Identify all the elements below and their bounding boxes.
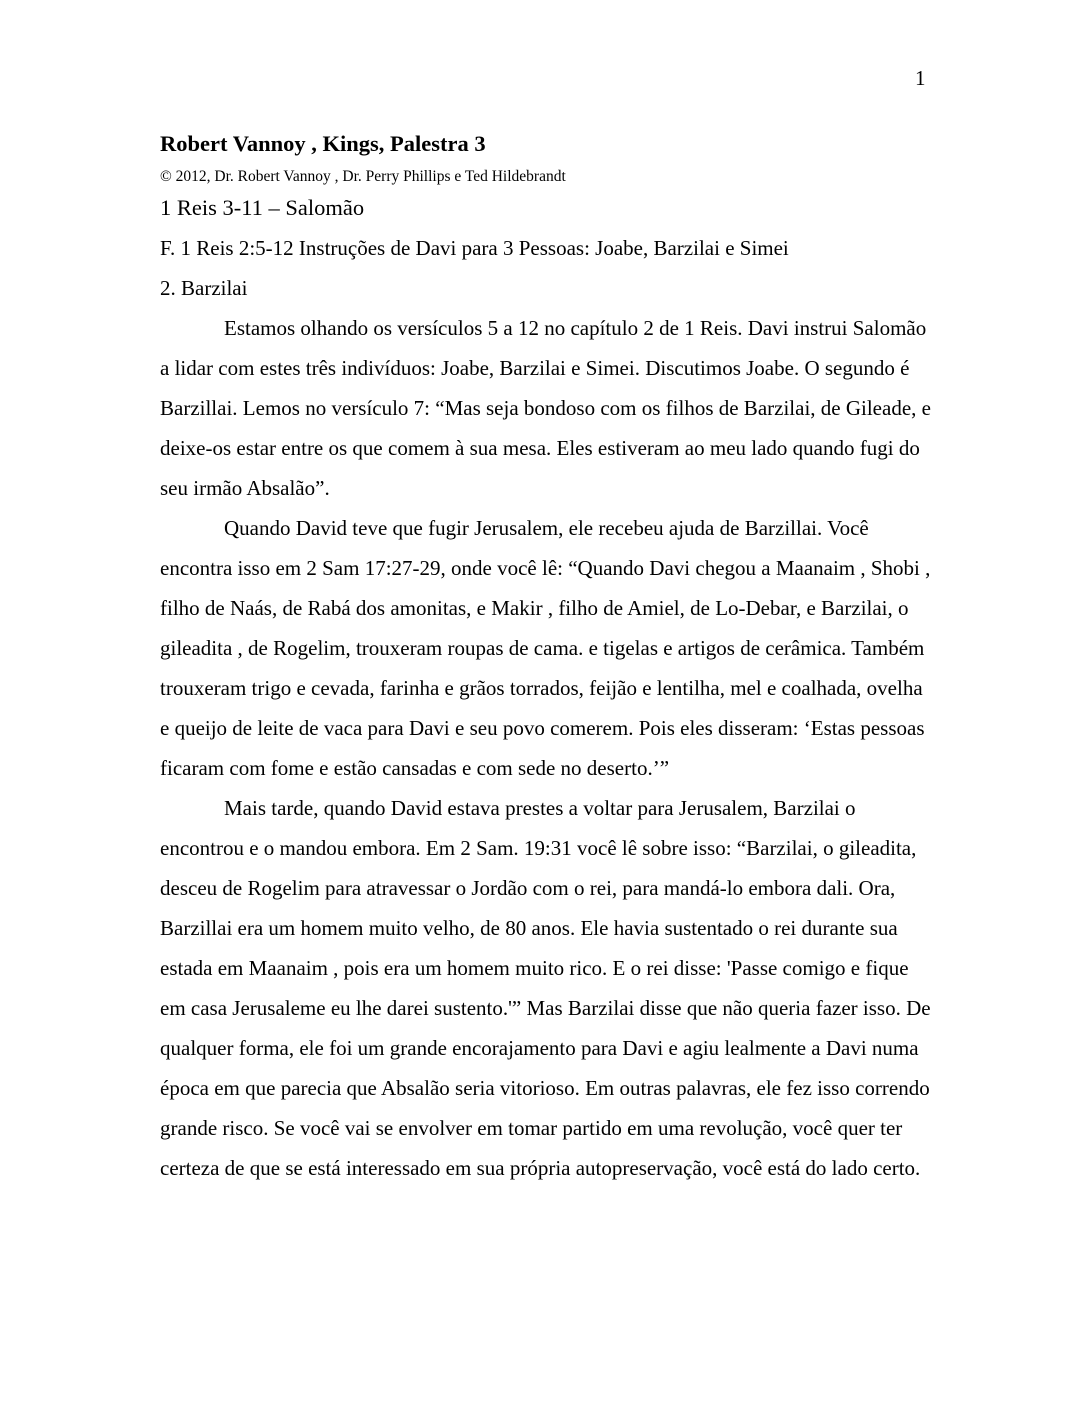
copyright-line: © 2012, Dr. Robert Vannoy , Dr. Perry Phillips e Ted Hildebrandt [160,168,566,185]
section-heading: 1 Reis 3-11 – Salomão [160,195,365,220]
paragraph: Quando David teve que fugir Jerusalem, ele recebeu ajuda de Barzillai. Você encontra isso em 2 Sam 17:27-29, onde você lê: “Quando Davi chegou a Maanaim , Shobi , filho de Naás, de Rabá dos amonitas, e Makir , filho de Amiel, de Lo-Debar, e Barzilai, o gileadita , de Rogelim, trouxeram roupas de cama. e tigelas e artigos de cerâmica. Também trouxeram trigo e cevada, farinha e grãos torrados, feijão e lentilha, mel e coalhada, ovelha e queijo de leite de vaca para Davi e seu povo comerem. Pois eles disseram: ‘Estas pessoas ficaram com fome e estão cansadas e com sede no deserto.’” [160,516,931,780]
page-number: 1 [915,66,926,90]
subsubheading: 2. Barzilai [160,276,248,300]
subheading: F. 1 Reis 2:5-12 Instruções de Davi para 3 Pessoas: Joabe, Barzilai e Simei [160,236,789,260]
paragraph: Mais tarde, quando David estava prestes a voltar para Jerusalem, Barzilai o encontrou e o mandou embora. Em 2 Sam. 19:31 você lê sobre isso: “Barzilai, o gileadita, desceu de Rogelim para atravessar o Jordão com o rei, para mandá-lo embora dali. Ora, Barzillai era um homem muito velho, de 80 anos. Ele havia sustentado o rei durante sua estada em Maanaim , pois era um homem muito rico. E o rei disse: 'Passe comigo e fique em casa Jerusaleme eu lhe darei sustento.'” Mas Barzilai disse que não queria fazer isso. De qualquer forma, ele foi um grande encorajamento para Davi e agiu lealmente a Davi numa época em que parecia que Absalão seria vitorioso. Em outras palavras, ele fez isso correndo grande risco. Se você vai se envolver em tomar partido em uma revolução, você quer ter certeza de que se está interessado em sua própria autopreservação, você está do lado certo. [160,796,931,1180]
paragraph: Estamos olhando os versículos 5 a 12 no capítulo 2 de 1 Reis. Davi instrui Salomão a lidar com estes três indivíduos: Joabe, Barzilai e Simei. Discutimos Joabe. O segundo é Barzillai. Lemos no versículo 7: “Mas seja bondoso com os filhos de Barzilai, de Gileade, e deixe-os estar entre os que comem à sua mesa. Eles estiveram ao meu lado quando fugi do seu irmão Absalão”. [160,316,931,500]
document-title: Robert Vannoy , Kings, Palestra 3 [160,131,486,156]
document-body [160,128,935,1188]
